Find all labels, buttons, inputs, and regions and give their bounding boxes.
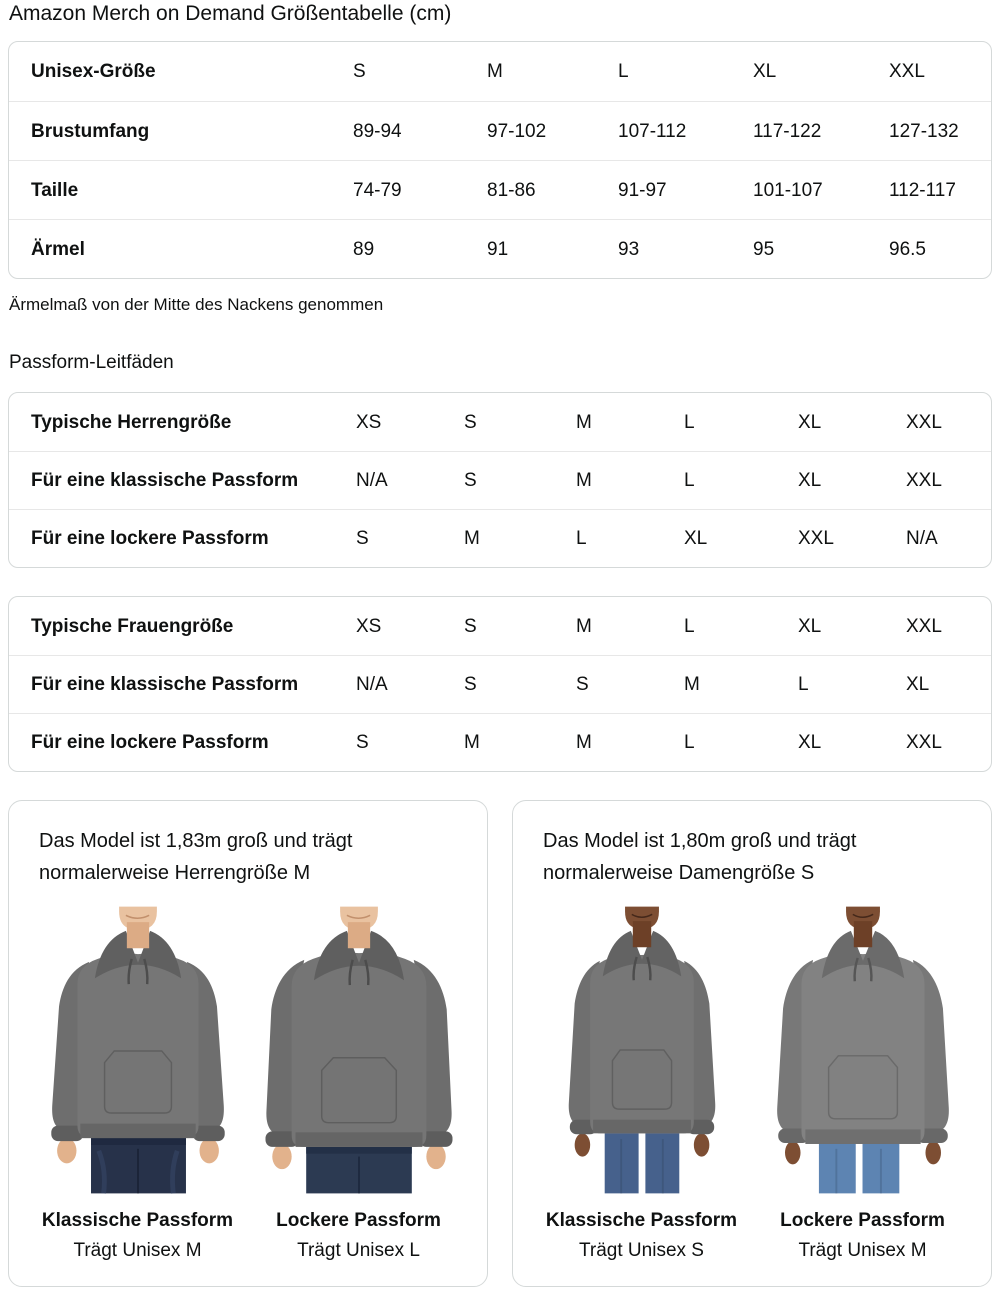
size-cell: S xyxy=(464,674,477,695)
size-cell: 127-132 xyxy=(889,120,959,142)
size-cell: 91 xyxy=(487,238,509,260)
size-cell: L xyxy=(618,61,629,82)
size-cell: M xyxy=(576,615,592,637)
row-label: Für eine lockere Passform xyxy=(31,732,269,753)
size-cell: M xyxy=(576,470,592,491)
size-cell: L xyxy=(684,411,695,433)
size-cell: XS xyxy=(356,615,382,637)
size-cell: 96.5 xyxy=(889,238,926,260)
page-title: Amazon Merch on Demand Größentabelle (cm) xyxy=(9,2,452,25)
unisex-size-table xyxy=(8,41,992,279)
size-cell: XXL xyxy=(906,411,942,433)
size-cell: M xyxy=(464,528,480,549)
size-cell: L xyxy=(684,470,695,491)
model-description: Das Model ist 1,80m groß und trägt normalerweise Damengröße S xyxy=(543,830,857,884)
female-classic-fit-figure xyxy=(531,901,752,1262)
size-cell: S xyxy=(576,674,589,695)
size-cell: XL xyxy=(798,732,822,753)
size-cell: L xyxy=(684,732,695,753)
size-cell: 91-97 xyxy=(618,179,667,201)
row-label: Ärmel xyxy=(31,238,85,260)
size-cell: N/A xyxy=(356,470,388,491)
male-loose-fit-figure xyxy=(248,901,469,1262)
row-label: Typische Herrengröße xyxy=(31,411,232,433)
size-cell: M xyxy=(684,674,700,695)
size-cell: N/A xyxy=(356,674,388,695)
size-label: Trägt Unisex M xyxy=(798,1240,927,1261)
figures-row xyxy=(531,901,973,1262)
size-cell: XXL xyxy=(906,470,942,491)
sleeve-measurement-note: Ärmelmaß von der Mitte des Nackens genommen xyxy=(9,295,384,314)
size-cell: XL xyxy=(684,528,708,549)
table-row xyxy=(9,509,991,567)
row-label: Brustumfang xyxy=(31,120,150,142)
male-model-classic-fit-image xyxy=(29,901,247,1199)
size-cell: XS xyxy=(356,411,382,433)
table-row xyxy=(9,393,991,451)
size-cell: 89-94 xyxy=(353,120,402,142)
female-loose-fit-figure xyxy=(752,901,973,1262)
row-label: Für eine klassische Passform xyxy=(31,470,299,491)
fit-guides-heading: Passform-Leitfäden xyxy=(9,352,174,373)
size-cell: 89 xyxy=(353,238,375,260)
fit-label: Lockere Passform xyxy=(780,1210,945,1231)
size-label: Trägt Unisex S xyxy=(579,1240,704,1261)
size-cell: 101-107 xyxy=(753,179,823,201)
male-model-card xyxy=(8,800,488,1287)
size-cell: N/A xyxy=(906,528,938,549)
size-cell: 107-112 xyxy=(618,120,687,142)
size-cell: 117-122 xyxy=(753,120,822,142)
table-row xyxy=(9,42,991,101)
size-cell: XL xyxy=(798,470,822,491)
size-cell: M xyxy=(576,411,592,433)
table-row xyxy=(9,160,991,219)
womens-fit-guide-table xyxy=(8,596,992,772)
female-model-loose-fit-image xyxy=(754,901,972,1199)
row-label: Für eine klassische Passform xyxy=(31,674,299,695)
fit-label: Klassische Passform xyxy=(41,1210,234,1231)
size-cell: L xyxy=(684,615,695,637)
size-cell: 112-117 xyxy=(889,179,956,201)
size-cell: S xyxy=(356,732,369,753)
row-label: Für eine lockere Passform xyxy=(31,528,269,549)
mens-fit-guide-table xyxy=(8,392,992,568)
row-label: Unisex-Größe xyxy=(31,61,156,82)
size-cell: M xyxy=(576,732,592,753)
size-cell: M xyxy=(487,61,503,82)
size-label: Trägt Unisex M xyxy=(73,1240,202,1261)
size-cell: 97-102 xyxy=(487,120,547,142)
size-cell: S xyxy=(464,470,477,491)
size-cell: S xyxy=(353,61,366,82)
fit-label: Lockere Passform xyxy=(276,1210,441,1231)
figures-row xyxy=(27,901,469,1262)
row-label: Taille xyxy=(31,179,79,201)
size-cell: XL xyxy=(798,615,822,637)
table-row xyxy=(9,219,991,278)
size-cell: XL xyxy=(798,411,822,433)
size-cell: S xyxy=(464,615,477,637)
size-cell: S xyxy=(356,528,369,549)
size-cell: 81-86 xyxy=(487,179,536,201)
size-cell: L xyxy=(576,528,587,549)
size-cell: S xyxy=(464,411,477,433)
size-label: Trägt Unisex L xyxy=(297,1240,420,1261)
size-cell: XXL xyxy=(889,61,925,82)
size-cell: XXL xyxy=(906,615,942,637)
male-classic-fit-figure xyxy=(27,901,248,1262)
male-model-loose-fit-image xyxy=(250,901,468,1199)
female-model-classic-fit-image xyxy=(533,901,751,1199)
table-row xyxy=(9,713,991,771)
size-cell: XXL xyxy=(906,732,942,753)
female-model-card xyxy=(512,800,992,1287)
model-cards xyxy=(8,800,992,1287)
size-cell: XL xyxy=(906,674,930,695)
table-row xyxy=(9,597,991,655)
size-cell: 74-79 xyxy=(353,179,402,201)
table-row xyxy=(9,101,991,160)
size-cell: M xyxy=(464,732,480,753)
table-row xyxy=(9,655,991,713)
size-cell: 93 xyxy=(618,238,640,260)
size-cell: XXL xyxy=(798,528,834,549)
size-cell: L xyxy=(798,674,809,695)
model-description: Das Model ist 1,83m groß und trägt normalerweise Herrengröße M xyxy=(39,830,353,884)
table-row xyxy=(9,451,991,509)
size-cell: XL xyxy=(753,61,777,82)
row-label: Typische Frauengröße xyxy=(31,615,234,637)
fit-label: Klassische Passform xyxy=(545,1210,738,1231)
size-cell: 95 xyxy=(753,238,775,260)
